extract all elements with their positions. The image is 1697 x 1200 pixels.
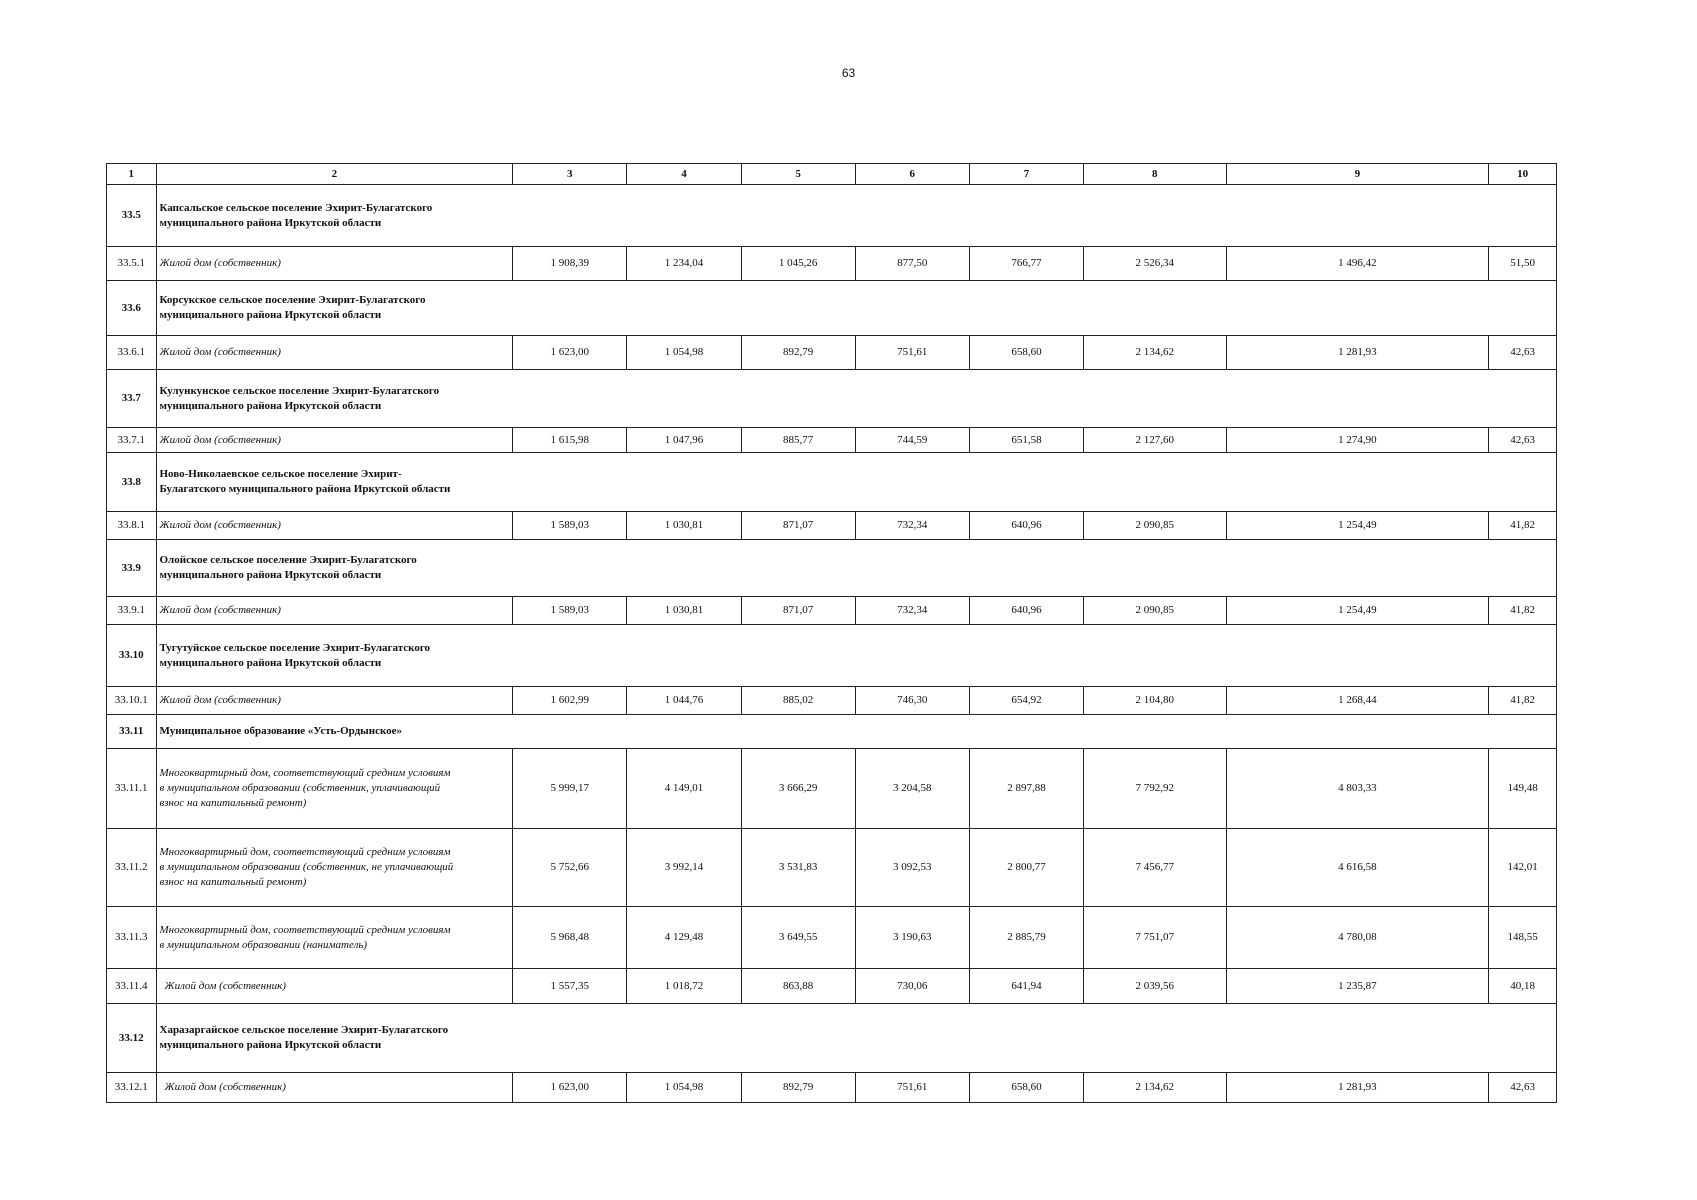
- value-cell: 877,50: [855, 247, 969, 281]
- value-cell: 40,18: [1489, 969, 1557, 1004]
- tariff-table: [106, 163, 1557, 1103]
- value-cell: 732,34: [855, 597, 969, 625]
- value-cell: 3 190,63: [855, 907, 969, 969]
- group-title-line: Харазаргайское сельское поселение Эхирит-Булагатского: [159, 1024, 449, 1037]
- value-cell: 1 234,04: [627, 247, 741, 281]
- table-row: [107, 829, 1557, 907]
- value-cell: 892,79: [741, 336, 855, 370]
- row-label: Жилой дом (собственник): [156, 969, 513, 1004]
- row-code: 33.11.1: [107, 749, 157, 829]
- row-label-line: в муниципальном образовании (собственник, не уплачивающий: [159, 861, 454, 874]
- value-cell: 640,96: [969, 512, 1083, 540]
- column-header: 9: [1226, 164, 1489, 185]
- row-code: 33.7.1: [107, 428, 157, 453]
- group-title-line: муниципального района Иркутской области: [159, 656, 382, 669]
- table-row: [107, 687, 1557, 715]
- value-cell: 1 281,93: [1226, 336, 1489, 370]
- value-cell: 1 274,90: [1226, 428, 1489, 453]
- value-cell: 41,82: [1489, 512, 1557, 540]
- row-code: 33.6.1: [107, 336, 157, 370]
- row-code: 33.9.1: [107, 597, 157, 625]
- value-cell: 1 235,87: [1226, 969, 1489, 1004]
- value-cell: 2 104,80: [1084, 687, 1226, 715]
- table-row: [107, 749, 1557, 829]
- value-cell: 640,96: [969, 597, 1083, 625]
- value-cell: 2 897,88: [969, 749, 1083, 829]
- value-cell: 744,59: [855, 428, 969, 453]
- row-label-line: Многоквартирный дом, соответствующий средним условиям: [159, 846, 451, 859]
- group-code: 33.6: [107, 281, 157, 336]
- value-cell: 658,60: [969, 1073, 1083, 1103]
- row-code: 33.10.1: [107, 687, 157, 715]
- value-cell: 1 030,81: [627, 512, 741, 540]
- header-row: [107, 164, 1557, 185]
- row-code: 33.5.1: [107, 247, 157, 281]
- value-cell: 1 268,44: [1226, 687, 1489, 715]
- row-label-line: Многоквартирный дом, соответствующий средним условиям: [159, 923, 451, 936]
- table-row: [107, 428, 1557, 453]
- group-title-line: Булагатского муниципального района Иркутской области: [159, 483, 451, 495]
- column-header: 2: [156, 164, 513, 185]
- value-cell: 7 751,07: [1084, 907, 1226, 969]
- value-cell: 1 047,96: [627, 428, 741, 453]
- value-cell: 42,63: [1489, 336, 1557, 370]
- column-header: 7: [969, 164, 1083, 185]
- row-code: 33.8.1: [107, 512, 157, 540]
- table-row: [107, 512, 1557, 540]
- value-cell: 2 134,62: [1084, 1073, 1226, 1103]
- value-cell: 2 039,56: [1084, 969, 1226, 1004]
- value-cell: 1 030,81: [627, 597, 741, 625]
- value-cell: 1 623,00: [513, 1073, 627, 1103]
- value-cell: 1 615,98: [513, 428, 627, 453]
- value-cell: 1 589,03: [513, 597, 627, 625]
- value-cell: 1 623,00: [513, 336, 627, 370]
- value-cell: 42,63: [1489, 1073, 1557, 1103]
- group-title-line: муниципального района Иркутской области: [159, 216, 382, 229]
- row-label: [156, 749, 513, 829]
- value-cell: 149,48: [1489, 749, 1557, 829]
- value-cell: 885,77: [741, 428, 855, 453]
- group-code: 33.12: [107, 1004, 157, 1073]
- value-cell: 730,06: [855, 969, 969, 1004]
- value-cell: 3 649,55: [741, 907, 855, 969]
- column-header: 8: [1084, 164, 1226, 185]
- value-cell: 651,58: [969, 428, 1083, 453]
- group-title: [156, 453, 1557, 512]
- column-header: 10: [1489, 164, 1557, 185]
- value-cell: 2 526,34: [1084, 247, 1226, 281]
- column-header: 5: [741, 164, 855, 185]
- value-cell: 5 999,17: [513, 749, 627, 829]
- group-title-line: Ново-Николаевское сельское поселение Эхирит-: [159, 468, 402, 481]
- row-label: Жилой дом (собственник): [156, 512, 513, 540]
- value-cell: 2 885,79: [969, 907, 1083, 969]
- value-cell: 871,07: [741, 512, 855, 540]
- value-cell: 4 616,58: [1226, 829, 1489, 907]
- value-cell: 863,88: [741, 969, 855, 1004]
- table-row: [107, 597, 1557, 625]
- value-cell: 1 602,99: [513, 687, 627, 715]
- group-row: [107, 185, 1557, 247]
- value-cell: 1 908,39: [513, 247, 627, 281]
- value-cell: 1 018,72: [627, 969, 741, 1004]
- column-header: 1: [107, 164, 157, 185]
- column-header: 4: [627, 164, 741, 185]
- value-cell: 3 092,53: [855, 829, 969, 907]
- group-code: 33.5: [107, 185, 157, 247]
- value-cell: 641,94: [969, 969, 1083, 1004]
- group-row: [107, 370, 1557, 428]
- value-cell: 751,61: [855, 1073, 969, 1103]
- value-cell: 4 803,33: [1226, 749, 1489, 829]
- row-code: 33.11.4: [107, 969, 157, 1004]
- value-cell: 2 127,60: [1084, 428, 1226, 453]
- value-cell: 766,77: [969, 247, 1083, 281]
- group-title-line: Корсукское сельское поселение Эхирит-Булагатского: [159, 294, 426, 307]
- group-title: [156, 370, 1557, 428]
- group-title-line: Муниципальное образование «Усть-Ордынское»: [159, 725, 403, 738]
- value-cell: 3 666,29: [741, 749, 855, 829]
- value-cell: 51,50: [1489, 247, 1557, 281]
- group-row: [107, 281, 1557, 336]
- value-cell: 3 531,83: [741, 829, 855, 907]
- value-cell: 7 456,77: [1084, 829, 1226, 907]
- row-label-line: Многоквартирный дом, соответствующий средним условиям: [159, 767, 451, 780]
- group-title-line: муниципального района Иркутской области: [159, 399, 382, 412]
- column-header: 6: [855, 164, 969, 185]
- row-label: Жилой дом (собственник): [156, 428, 513, 453]
- value-cell: 871,07: [741, 597, 855, 625]
- row-label-line: в муниципальном образовании (наниматель): [159, 938, 368, 951]
- group-title-line: муниципального района Иркутской области: [159, 309, 382, 321]
- row-label: Жилой дом (собственник): [156, 1073, 513, 1103]
- row-label: Жилой дом (собственник): [156, 336, 513, 370]
- group-row: [107, 540, 1557, 597]
- value-cell: 1 557,35: [513, 969, 627, 1004]
- column-header: 3: [513, 164, 627, 185]
- row-label: Жилой дом (собственник): [156, 247, 513, 281]
- value-cell: 2 134,62: [1084, 336, 1226, 370]
- table-row: [107, 969, 1557, 1004]
- group-title-line: Олойское сельское поселение Эхирит-Булагатского: [159, 554, 417, 567]
- value-cell: 4 149,01: [627, 749, 741, 829]
- value-cell: 1 254,49: [1226, 597, 1489, 625]
- group-title-line: Капсальское сельское поселение Эхирит-Булагатского: [159, 201, 433, 214]
- value-cell: 732,34: [855, 512, 969, 540]
- value-cell: 5 968,48: [513, 907, 627, 969]
- group-code: 33.11: [107, 715, 157, 749]
- value-cell: 1 496,42: [1226, 247, 1489, 281]
- row-label: Жилой дом (собственник): [156, 597, 513, 625]
- value-cell: 1 045,26: [741, 247, 855, 281]
- value-cell: 7 792,92: [1084, 749, 1226, 829]
- value-cell: 1 589,03: [513, 512, 627, 540]
- row-label-line: взнос на капитальный ремонт): [159, 796, 307, 809]
- value-cell: 2 090,85: [1084, 512, 1226, 540]
- value-cell: 1 254,49: [1226, 512, 1489, 540]
- value-cell: 654,92: [969, 687, 1083, 715]
- value-cell: 658,60: [969, 336, 1083, 370]
- group-row: [107, 715, 1557, 749]
- value-cell: 1 054,98: [627, 1073, 741, 1103]
- group-code: 33.9: [107, 540, 157, 597]
- value-cell: 148,55: [1489, 907, 1557, 969]
- group-title-line: муниципального района Иркутской области: [159, 1039, 382, 1051]
- value-cell: 751,61: [855, 336, 969, 370]
- group-row: [107, 625, 1557, 687]
- value-cell: 41,82: [1489, 597, 1557, 625]
- table-row: [107, 247, 1557, 281]
- value-cell: 892,79: [741, 1073, 855, 1103]
- row-code: 33.12.1: [107, 1073, 157, 1103]
- table-row: [107, 907, 1557, 969]
- group-title-line: Кулункунское сельское поселение Эхирит-Булагатского: [159, 384, 440, 397]
- group-row: [107, 1004, 1557, 1073]
- group-code: 33.10: [107, 625, 157, 687]
- page-number: 63: [841, 66, 856, 80]
- value-cell: 4 780,08: [1226, 907, 1489, 969]
- value-cell: 4 129,48: [627, 907, 741, 969]
- group-title: [156, 625, 1557, 687]
- group-code: 33.7: [107, 370, 157, 428]
- group-title: [156, 185, 1557, 247]
- group-title-line: муниципального района Иркутской области: [159, 569, 382, 581]
- value-cell: 41,82: [1489, 687, 1557, 715]
- group-title-line: Тугутуйское сельское поселение Эхирит-Булагатского: [159, 641, 431, 654]
- group-code: 33.8: [107, 453, 157, 512]
- group-row: [107, 453, 1557, 512]
- group-title: [156, 540, 1557, 597]
- row-label: [156, 829, 513, 907]
- row-label: Жилой дом (собственник): [156, 687, 513, 715]
- row-label-line: взнос на капитальный ремонт): [159, 875, 307, 888]
- value-cell: 885,02: [741, 687, 855, 715]
- row-code: 33.11.3: [107, 907, 157, 969]
- group-title: [156, 281, 1557, 336]
- value-cell: 1 281,93: [1226, 1073, 1489, 1103]
- table-row: [107, 1073, 1557, 1103]
- table-row: [107, 336, 1557, 370]
- value-cell: 2 090,85: [1084, 597, 1226, 625]
- value-cell: 3 204,58: [855, 749, 969, 829]
- value-cell: 3 992,14: [627, 829, 741, 907]
- row-code: 33.11.2: [107, 829, 157, 907]
- row-label: [156, 907, 513, 969]
- group-title: [156, 715, 1557, 749]
- row-label-line: в муниципальном образовании (собственник, уплачивающий: [159, 782, 441, 795]
- group-title: [156, 1004, 1557, 1073]
- value-cell: 1 054,98: [627, 336, 741, 370]
- value-cell: 142,01: [1489, 829, 1557, 907]
- value-cell: 5 752,66: [513, 829, 627, 907]
- value-cell: 746,30: [855, 687, 969, 715]
- value-cell: 1 044,76: [627, 687, 741, 715]
- value-cell: 42,63: [1489, 428, 1557, 453]
- value-cell: 2 800,77: [969, 829, 1083, 907]
